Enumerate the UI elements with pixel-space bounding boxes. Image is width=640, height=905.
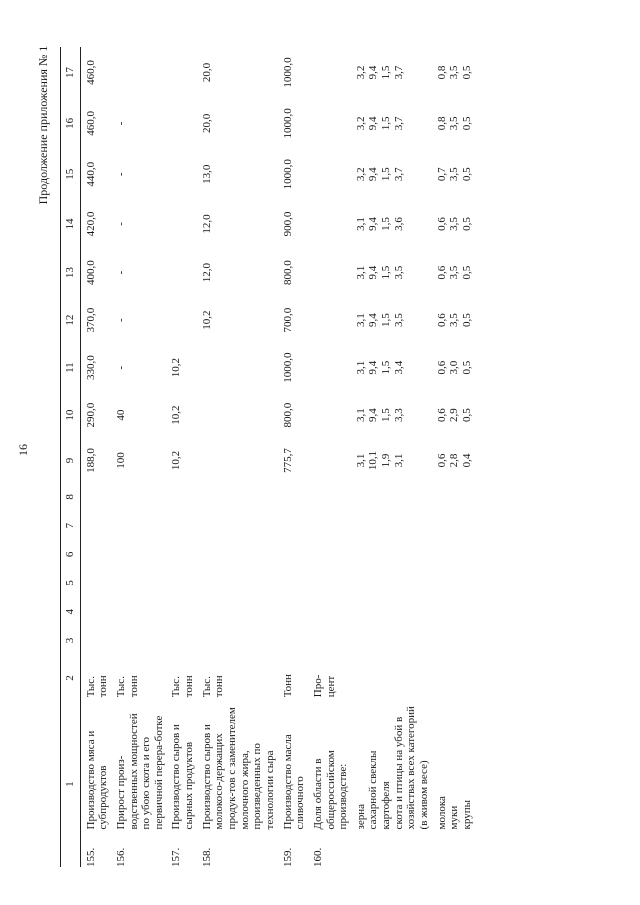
sub-value: 9,4 (367, 116, 380, 131)
value-cell: 330,0 (84, 355, 97, 380)
value-cell (432, 200, 475, 249)
value-cell: 12,0 (200, 214, 213, 234)
value-cell (308, 200, 351, 249)
value-cell (166, 511, 196, 540)
page-number: 16 (16, 444, 30, 456)
sub-indicator-name: зерна (354, 803, 367, 830)
value-cell (308, 483, 351, 512)
sub-value: 3,6 (392, 217, 405, 231)
sub-value: 9,4 (367, 360, 380, 375)
sub-value: 3,5 (448, 116, 461, 131)
sub-value: 0,6 (435, 217, 448, 231)
value-cell (308, 626, 351, 655)
column-header: 10 (61, 392, 81, 438)
table-row (80, 47, 111, 867)
indicator-name: Производство сыров и сырных продуктов (170, 724, 196, 830)
value-cell (432, 248, 475, 297)
value-cell (432, 438, 475, 482)
value-cell (166, 597, 196, 626)
column-header: 9 (61, 438, 81, 482)
value-cell: 12,0 (200, 262, 213, 283)
row-number: 160. (311, 847, 324, 867)
sub-value: 3,2 (354, 116, 367, 131)
value-cell (278, 597, 308, 626)
sub-value: 9,4 (367, 65, 380, 80)
value-cell: 900,0 (281, 211, 294, 237)
sub-value: 3,1 (354, 313, 367, 327)
sub-value: 3,1 (392, 453, 405, 468)
indicator-name: Прирост произ-водственных мощностей по убою скота и его первичной перера-ботке (114, 713, 165, 830)
sub-value: 3,2 (354, 65, 367, 80)
value-cell (351, 248, 432, 297)
value-cell (197, 540, 278, 569)
sub-value: 1,5 (380, 116, 393, 131)
value-cell (351, 597, 432, 626)
value-cell: - (114, 222, 127, 226)
sub-value: 1,5 (380, 217, 393, 231)
value-cell: 290,0 (84, 402, 97, 428)
value-cell (166, 626, 196, 655)
sub-value: 3,4 (392, 360, 405, 375)
value-cell (308, 392, 351, 438)
column-header: 2 (61, 655, 81, 701)
value-cell (111, 597, 167, 626)
value-cell (80, 483, 111, 512)
unit-cell: Тыс. тонн (200, 675, 226, 698)
value-cell (197, 483, 278, 512)
value-cell: 10,2 (170, 405, 183, 425)
sub-value: 3,5 (448, 167, 461, 182)
sub-value: 3,7 (392, 65, 405, 80)
value-cell (351, 200, 432, 249)
sub-value: 0,5 (460, 313, 473, 327)
value-cell: 800,0 (281, 260, 294, 285)
value-cell (308, 98, 351, 149)
value-cell (351, 540, 432, 569)
value-cell: 188,0 (84, 448, 97, 473)
unit-cell: Тонн (281, 674, 294, 698)
sub-value: 9,4 (367, 167, 380, 182)
value-cell (278, 483, 308, 512)
value-cell (432, 540, 475, 569)
value-cell (432, 98, 475, 149)
sub-indicator-name: молока (435, 796, 448, 830)
sub-value: 0,5 (460, 360, 473, 375)
sub-value: 3,5 (392, 313, 405, 327)
continuation-header: Продолжение приложения № 1 (36, 45, 50, 205)
unit-cell: Тыс. тонн (84, 675, 110, 698)
value-cell (351, 511, 432, 540)
table-row (432, 47, 475, 867)
sub-value: 0,5 (460, 167, 473, 182)
sub-value: 1,5 (380, 65, 393, 80)
table-row (351, 47, 432, 867)
value-cell: 440,0 (84, 161, 97, 187)
value-cell: - (114, 365, 127, 370)
value-cell: - (114, 318, 127, 322)
sub-value: 0,7 (435, 167, 448, 182)
value-cell (111, 540, 167, 569)
value-cell (80, 511, 111, 540)
value-cell (166, 248, 196, 297)
sub-value: 1,5 (380, 360, 393, 375)
value-cell (308, 248, 351, 297)
value-cell (351, 569, 432, 598)
value-cell (80, 626, 111, 655)
value-cell: 700,0 (281, 307, 294, 333)
value-cell (166, 297, 196, 343)
value-cell (432, 597, 475, 626)
indicator-name: Производство масла сливочного (281, 734, 307, 830)
value-cell (80, 540, 111, 569)
sub-value: 0,5 (460, 217, 473, 231)
sub-value: 0,6 (435, 453, 448, 468)
value-cell (351, 392, 432, 438)
sub-indicator-name: картофеля (380, 781, 393, 830)
sub-indicator-name: сахарной свеклы (367, 750, 380, 830)
sub-value: 3,5 (448, 217, 461, 231)
value-cell (80, 569, 111, 598)
indicator-name (432, 701, 475, 829)
value-cell: 10,2 (200, 310, 213, 330)
value-cell (278, 540, 308, 569)
value-cell (351, 98, 432, 149)
value-cell (278, 511, 308, 540)
value-cell: 100 (114, 452, 127, 469)
column-header: 7 (61, 511, 81, 540)
value-cell (432, 392, 475, 438)
value-cell (308, 343, 351, 392)
value-cell (111, 483, 167, 512)
sub-value: 3,1 (354, 453, 367, 468)
value-cell (308, 569, 351, 598)
value-cell (308, 511, 351, 540)
column-header: 1 (61, 701, 81, 867)
value-cell: 460,0 (84, 60, 97, 85)
table-row (197, 47, 278, 867)
table-row (166, 47, 196, 867)
column-header: 6 (61, 540, 81, 569)
sub-value: 9,4 (367, 313, 380, 327)
sub-value: 0,6 (435, 313, 448, 327)
value-cell (308, 597, 351, 626)
sub-value: 0,6 (435, 360, 448, 375)
value-cell (111, 511, 167, 540)
value-cell: 370,0 (84, 307, 97, 333)
sub-value: 0,5 (460, 265, 473, 280)
sub-value: 0,8 (435, 65, 448, 80)
value-cell: - (114, 172, 127, 177)
value-cell (432, 569, 475, 598)
sub-value: 3,5 (448, 65, 461, 80)
sub-value: 1,9 (380, 453, 393, 468)
value-cell (197, 569, 278, 598)
value-cell (432, 626, 475, 655)
row-number (432, 829, 475, 867)
value-cell: 10,2 (170, 357, 183, 378)
column-header: 4 (61, 597, 81, 626)
value-cell (111, 626, 167, 655)
indicator-name: Доля области в общероссийском производстве: (311, 750, 350, 830)
value-cell (166, 540, 196, 569)
sub-value: 2,9 (448, 408, 461, 422)
value-cell (166, 98, 196, 149)
value-cell (351, 438, 432, 482)
column-header: 13 (61, 248, 81, 297)
table-row (111, 47, 167, 867)
value-cell: 400,0 (84, 260, 97, 285)
value-cell (197, 438, 278, 482)
indicator-name (351, 701, 432, 829)
value-cell (308, 297, 351, 343)
value-cell (351, 483, 432, 512)
value-cell: 13,0 (200, 164, 213, 184)
value-cell (111, 47, 167, 98)
value-cell: 20,0 (200, 62, 213, 83)
sub-value: 3,7 (392, 167, 405, 182)
unit-cell (351, 655, 432, 701)
column-header: 3 (61, 626, 81, 655)
value-cell: 1000,0 (281, 57, 294, 88)
sub-value: 3,1 (354, 408, 367, 422)
sub-value: 3,1 (354, 360, 367, 375)
sub-value: 3,3 (392, 408, 405, 422)
sub-value: 0,5 (460, 408, 473, 422)
value-cell: 1000,0 (281, 352, 294, 383)
value-cell (432, 297, 475, 343)
value-cell (308, 47, 351, 98)
column-header: 8 (61, 483, 81, 512)
sub-value: 10,1 (367, 450, 380, 471)
value-cell: 460,0 (84, 111, 97, 136)
indicator-name: Производство сыров и молокосо-держащих продук-тов с заменителем молочного жира, произведенных по технологии сыра (200, 707, 276, 830)
sub-value: 3,1 (354, 217, 367, 231)
sub-value: 0,4 (460, 453, 473, 468)
value-cell (197, 392, 278, 438)
row-number (351, 829, 432, 867)
sub-value: 3,0 (448, 360, 461, 375)
value-cell: 775,7 (281, 448, 294, 473)
sub-value: 3,1 (354, 265, 367, 280)
value-cell (278, 626, 308, 655)
row-number: 159. (281, 847, 294, 867)
value-cell (351, 343, 432, 392)
column-header: 17 (61, 47, 81, 98)
value-cell (308, 540, 351, 569)
value-cell (166, 569, 196, 598)
unit-cell: Тыс. тонн (114, 675, 140, 698)
sub-value: 3,5 (448, 265, 461, 280)
sub-value: 1,5 (380, 313, 393, 327)
value-cell (278, 569, 308, 598)
table-row (278, 47, 308, 867)
column-header: 12 (61, 297, 81, 343)
row-number: 156. (114, 847, 127, 867)
value-cell (111, 569, 167, 598)
sub-value: 0,6 (435, 265, 448, 280)
value-cell (432, 343, 475, 392)
sub-value: 2,8 (448, 453, 461, 468)
unit-cell: Про-цент (311, 674, 337, 698)
sub-indicator-name: муки (448, 805, 461, 830)
column-header: 16 (61, 98, 81, 149)
value-cell (80, 597, 111, 626)
sub-value: 1,5 (380, 265, 393, 280)
value-cell (351, 297, 432, 343)
table-row (308, 47, 351, 867)
value-cell (166, 47, 196, 98)
value-cell (166, 149, 196, 200)
value-cell (197, 597, 278, 626)
value-cell: - (114, 121, 127, 126)
sub-indicator-name: крупы (460, 799, 473, 830)
sub-value: 1,5 (380, 408, 393, 422)
value-cell (351, 149, 432, 200)
sub-indicator-name: скота и птицы на убой в хозяйствах всех категорий (в живом весе) (392, 706, 431, 830)
unit-cell: Тыс. тонн (170, 675, 196, 698)
value-cell: 420,0 (84, 211, 97, 237)
value-cell (308, 149, 351, 200)
value-cell (197, 343, 278, 392)
value-cell (351, 47, 432, 98)
value-cell: 40 (114, 409, 127, 421)
data-table (60, 47, 475, 867)
column-header: 14 (61, 200, 81, 249)
value-cell (432, 511, 475, 540)
value-cell (166, 200, 196, 249)
value-cell: 800,0 (281, 402, 294, 428)
value-cell: 1000,0 (281, 108, 294, 139)
value-cell (197, 626, 278, 655)
value-cell: 20,0 (200, 113, 213, 134)
value-cell (432, 483, 475, 512)
sub-value: 9,4 (367, 265, 380, 280)
value-cell: - (114, 270, 127, 275)
sub-value: 3,5 (392, 265, 405, 280)
sub-value: 0,5 (460, 116, 473, 131)
sub-value: 3,2 (354, 167, 367, 182)
value-cell (432, 47, 475, 98)
sub-value: 0,6 (435, 408, 448, 422)
unit-cell (432, 655, 475, 701)
sub-value: 9,4 (367, 408, 380, 422)
sub-value: 0,8 (435, 116, 448, 131)
column-header: 5 (61, 569, 81, 598)
row-number: 158. (200, 847, 213, 867)
value-cell: 1000,0 (281, 159, 294, 190)
row-number: 157. (170, 847, 183, 867)
sub-value: 1,5 (380, 167, 393, 182)
sub-value: 9,4 (367, 217, 380, 231)
value-cell (166, 483, 196, 512)
value-cell (432, 149, 475, 200)
value-cell: 10,2 (170, 450, 183, 471)
value-cell (197, 511, 278, 540)
value-cell (351, 626, 432, 655)
sub-value: 3,5 (448, 313, 461, 327)
sub-value: 3,7 (392, 116, 405, 131)
sub-value: 0,5 (460, 65, 473, 80)
column-header: 15 (61, 149, 81, 200)
row-number: 155. (84, 847, 97, 867)
indicator-name: Производство мяса и субпродуктов (84, 730, 110, 830)
value-cell (308, 438, 351, 482)
column-header: 11 (61, 343, 81, 392)
header-row (61, 47, 81, 867)
table-body (80, 47, 474, 867)
